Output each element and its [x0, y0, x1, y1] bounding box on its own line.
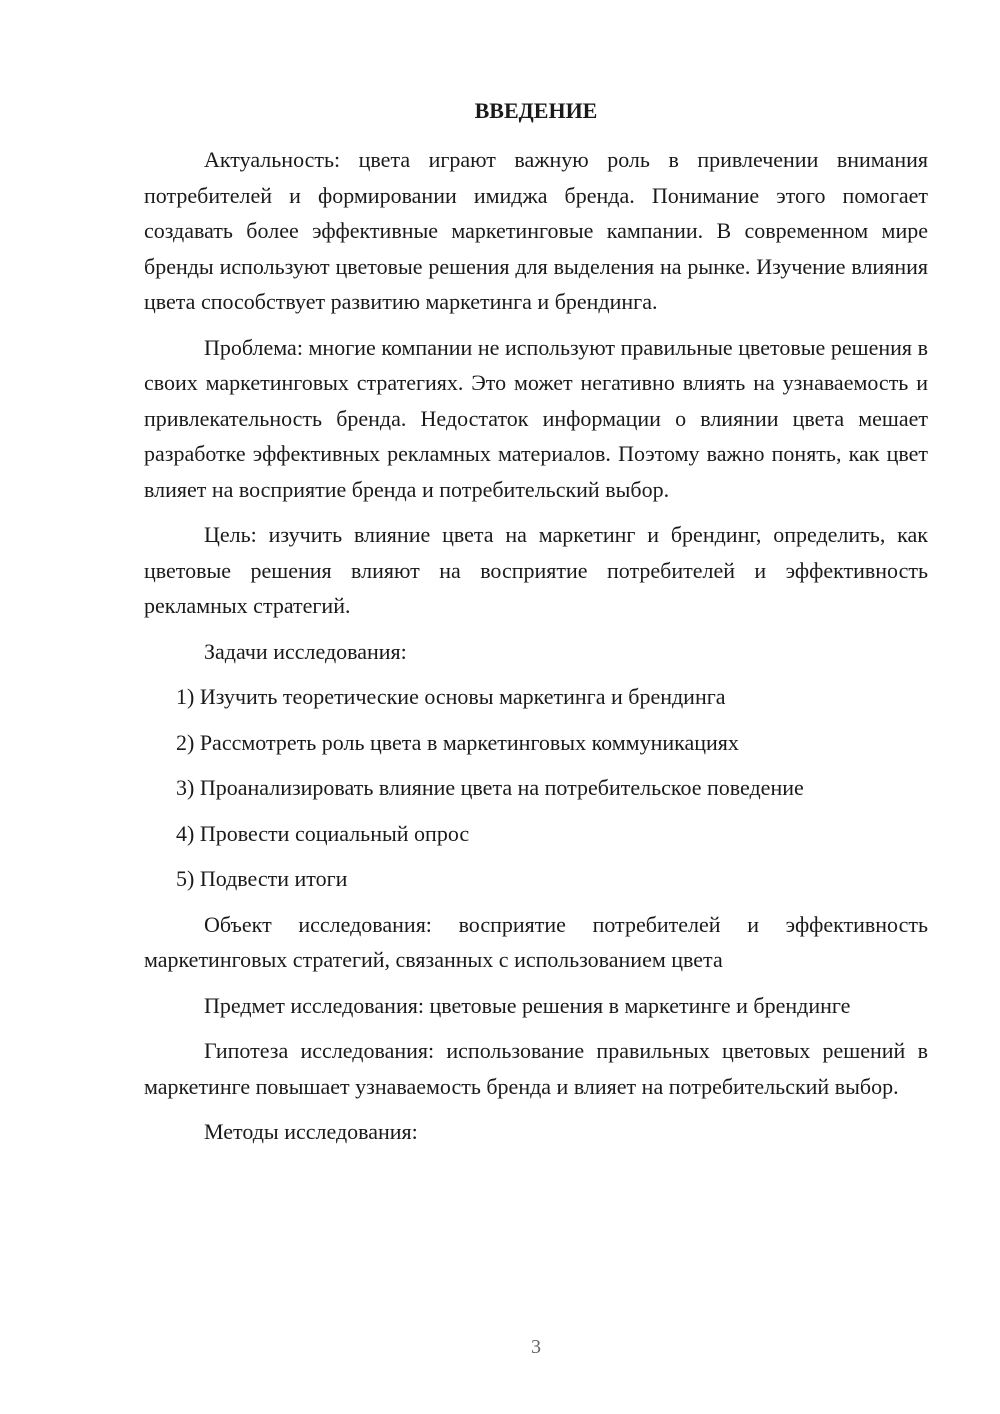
tasks-list	[144, 679, 928, 897]
relevance-paragraph: Актуальность: цвета играют важную роль в привлечении внимания потребителей и формировании имиджа бренда. Понимание этого помогает создавать более эффективные маркетинговые кампании. В современном мире бренды используют цветовые решения для выделения на рынке. Изучение влияния цвета способствует развитию маркетинга и брендинга.	[144, 147, 928, 314]
methods-heading: Методы исследования:	[204, 1119, 418, 1144]
page-number: 3	[531, 1336, 541, 1358]
page-title: ВВЕДЕНИЕ	[474, 98, 598, 123]
goal-paragraph: Цель: изучить влияние цвета на маркетинг и брендинг, определить, как цветовые решения влияют на восприятие потребителей и эффективность рекламных стратегий.	[144, 522, 928, 618]
tasks-heading: Задачи исследования:	[204, 638, 407, 664]
task-item-2: 2) Рассмотреть роль цвета в маркетинговых коммуникациях	[176, 729, 739, 755]
hypothesis-paragraph: Гипотеза исследования: использование правильных цветовых решений в маркетинге повышает узнаваемость бренда и влияет на потребительский выбор.	[144, 1038, 928, 1099]
object-paragraph: Объект исследования: восприятие потребителей и эффективность маркетинговых стратегий, связанных с использованием цвета	[144, 911, 928, 972]
problem-paragraph: Проблема: многие компании не используют правильные цветовые решения в своих маркетинговых стратегиях. Это может негативно влиять на узнаваемость и привлекательность бренда. Недостаток информации о влиянии цвета мешает разработке эффективных рекламных материалов. Поэтому важно понять, как цвет влияет на восприятие бренда и потребительский выбор.	[144, 334, 928, 502]
subject-paragraph: Предмет исследования: цветовые решения в маркетинге и брендинге	[204, 992, 851, 1018]
task-item-4: 4) Провести социальный опрос	[176, 820, 470, 846]
task-item-3: 3) Проанализировать влияние цвета на потребительское поведение	[176, 775, 804, 800]
document-body	[144, 142, 928, 1160]
task-item-1: 1) Изучить теоретические основы маркетинга и брендинга	[176, 684, 726, 709]
task-item-5: 5) Подвести итоги	[176, 866, 348, 891]
